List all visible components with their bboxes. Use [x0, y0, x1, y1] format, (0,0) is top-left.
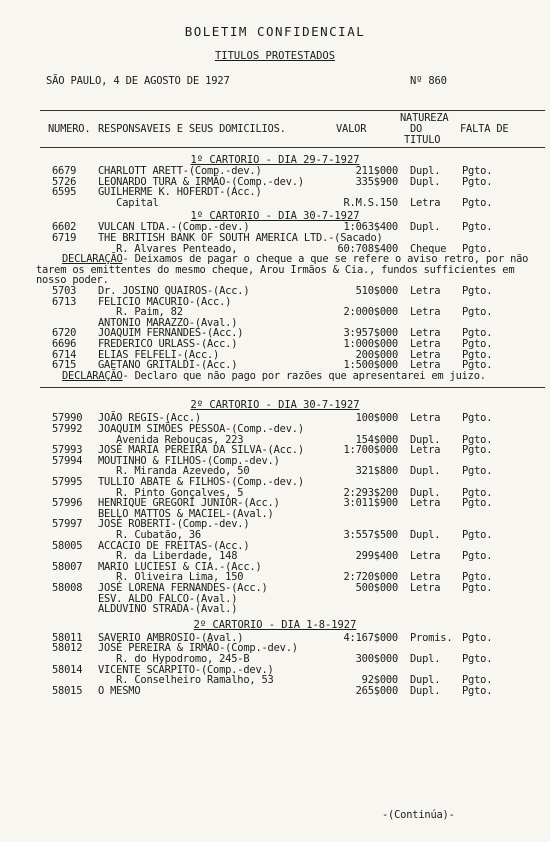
- row-responsible: JOSÉ ROBERTI-(Comp.-dev.): [98, 518, 250, 531]
- row-nature: Promis.: [410, 631, 453, 644]
- row-responsible: ANTONIO MARAZZO-(Aval.): [98, 316, 238, 329]
- row-responsible: MARIO LUCIESI & CIA.-(Acc.): [98, 560, 262, 573]
- row-responsible: GUILHERME K. HOFERDT-(Acc.): [98, 186, 262, 199]
- row-responsible: R. Miranda Azevedo, 50: [98, 465, 250, 478]
- row-falta: Pgto.: [462, 653, 493, 665]
- row-number: 6713: [52, 295, 77, 308]
- row-nature: Letra: [410, 550, 441, 563]
- row-value: 300$000: [355, 653, 398, 665]
- row-value: 1:700$000: [343, 444, 398, 457]
- row-number: 57997: [52, 518, 83, 531]
- bulletin-title: BOLETIM CONFIDENCIAL: [184, 24, 366, 39]
- row-falta: Pgto.: [462, 674, 493, 687]
- row-falta: Pgto.: [462, 175, 493, 188]
- row-number: 6602: [52, 221, 77, 234]
- row-value: 92$000: [361, 674, 398, 687]
- header-rule-bottom: [40, 147, 545, 148]
- row-responsible: JOÃO REGIS-(Acc.): [98, 412, 201, 425]
- row-responsible: R. do Hypodromo, 245-B: [98, 653, 250, 665]
- row-nature: Letra: [410, 412, 441, 425]
- row-number: 6696: [52, 338, 77, 350]
- row-number: 57994: [52, 454, 83, 467]
- row-number: 58014: [52, 663, 83, 676]
- row-nature: Dupl.: [410, 465, 441, 478]
- row-nature: Letra: [410, 582, 441, 594]
- row-responsible: R. da Liberdade, 148: [98, 550, 238, 563]
- col-falta: FALTA DE: [460, 123, 509, 135]
- row-nature: Letra: [410, 444, 441, 457]
- row-falta: Pgto.: [462, 550, 493, 563]
- row-nature: Letra: [410, 348, 441, 361]
- row-number: 6595: [52, 186, 77, 199]
- row-nature: Letra: [410, 306, 441, 319]
- col-valor: VALOR: [336, 123, 367, 135]
- row-number: 6714: [52, 348, 77, 361]
- row-value: 1:063$400: [343, 221, 398, 234]
- row-responsible: VULCAN LTDA.-(Comp.-dev.): [98, 221, 250, 234]
- row-falta: Pgto.: [462, 444, 493, 457]
- row-responsible: R. Oliveira Lima, 150: [98, 571, 244, 584]
- row-value: 3:957$000: [343, 327, 398, 340]
- section-heading: 2º CARTORIO - DIA 30-7-1927: [190, 399, 360, 412]
- row-falta: Pgto.: [462, 327, 493, 340]
- row-falta: Pgto.: [462, 306, 493, 319]
- row-nature: Cheque: [410, 242, 447, 255]
- row-nature: Dupl.: [410, 674, 441, 687]
- row-nature: Letra: [410, 327, 441, 340]
- row-falta: Pgto.: [462, 348, 493, 361]
- continua-note: -(Continúa)-: [382, 809, 455, 821]
- row-value: 1:000$000: [343, 338, 398, 350]
- row-value: 265$000: [355, 684, 398, 697]
- row-falta: Pgto.: [462, 486, 493, 499]
- row-responsible: ESV. ALDO FALCO-(Aval.): [98, 592, 238, 605]
- row-falta: Pgto.: [462, 338, 493, 350]
- section-heading: 2º CARTORIO - DIA 1-8-1927: [193, 618, 357, 631]
- row-responsible: O MESMO: [98, 684, 141, 697]
- row-responsible: JOSÉ PEREIRA & IRMÃO-(Comp.-dev.): [98, 642, 298, 655]
- row-value: 510$000: [355, 285, 398, 297]
- declaration-text: tarem os emittentes do mesmo cheque, Arou Irmãos & Cia., fundos sufficientes em: [36, 263, 515, 276]
- bulletin-number: Nº 860: [410, 75, 447, 87]
- row-responsible: Capital: [98, 196, 159, 209]
- declaration-text: - Deixamos de pagar o cheque a que se refere o aviso retro, por não: [122, 253, 529, 266]
- row-value: 60:708$400: [337, 242, 398, 255]
- row-falta: Pgto.: [462, 529, 493, 541]
- row-falta: Pgto.: [462, 242, 493, 255]
- place-date: SÃO PAULO, 4 DE AGOSTO DE 1927: [46, 75, 230, 87]
- row-value: 500$000: [355, 582, 398, 594]
- row-value: 211$000: [355, 165, 398, 177]
- row-responsible: MOUTINHO & FILHOS-(Comp.-dev.): [98, 454, 280, 467]
- row-nature: Dupl.: [410, 653, 441, 665]
- row-falta: Pgto.: [462, 359, 493, 372]
- row-number: 5703: [52, 285, 77, 297]
- row-nature: Dupl.: [410, 529, 441, 541]
- row-responsible: Avenida Rebouças, 223: [98, 433, 244, 446]
- declaration-text: nosso poder.: [36, 274, 109, 287]
- row-number: 57995: [52, 476, 83, 488]
- row-value: 200$000: [355, 348, 398, 361]
- row-number: 6720: [52, 327, 77, 340]
- row-number: 58007: [52, 560, 83, 573]
- row-nature: Letra: [410, 338, 441, 350]
- row-responsible: JOAQUIM SIMÕES PESSOA-(Comp.-dev.): [98, 423, 304, 435]
- row-number: 57992: [52, 423, 83, 435]
- row-value: 321$800: [355, 465, 398, 478]
- row-responsible: THE BRITISH BANK OF SOUTH AMERICA LTD.-(Sacado): [98, 232, 383, 244]
- row-value: 154$000: [355, 433, 398, 446]
- header-rule-top: [40, 110, 545, 111]
- row-number: 57993: [52, 444, 83, 457]
- bulletin-subtitle: TITULOS PROTESTADOS: [214, 50, 336, 62]
- row-value: R.M.S.150: [343, 196, 398, 209]
- row-nature: Dupl.: [410, 486, 441, 499]
- row-value: 100$000: [355, 412, 398, 425]
- row-responsible: JOSÉ LORENA FERNANDES-(Acc.): [98, 582, 268, 594]
- row-nature: Dupl.: [410, 165, 441, 177]
- col-natureza-1: NATUREZA: [400, 112, 449, 124]
- section-divider: [40, 387, 545, 388]
- row-number: 57990: [52, 412, 83, 425]
- row-nature: Letra: [410, 359, 441, 372]
- row-nature: Dupl.: [410, 433, 441, 446]
- row-value: 3:011$900: [343, 497, 398, 510]
- row-nature: Letra: [410, 196, 441, 209]
- row-nature: Letra: [410, 497, 441, 510]
- row-responsible: HENRIQUE GREGORI JUNIOR-(Acc.): [98, 497, 280, 510]
- row-value: 299$400: [355, 550, 398, 563]
- row-number: 6715: [52, 359, 77, 372]
- row-responsible: CHARLOTT ARETT-(Comp.-dev.): [98, 165, 262, 177]
- row-responsible: Dr. JOSINO QUAIROS-(Acc.): [98, 285, 250, 297]
- row-nature: Dupl.: [410, 684, 441, 697]
- row-falta: Pgto.: [462, 631, 493, 644]
- row-responsible: JOSÉ MARIA PEREIRA DA SILVA-(Acc.): [98, 444, 304, 457]
- row-number: 58012: [52, 642, 83, 655]
- row-falta: Pgto.: [462, 465, 493, 478]
- row-nature: Letra: [410, 571, 441, 584]
- col-numero: NUMERO.: [48, 123, 91, 135]
- row-value: 2:000$000: [343, 306, 398, 319]
- row-responsible: SAVERIO AMBROSIO-(Aval.): [98, 631, 244, 644]
- row-responsible: LEONARDO TURA & IRMÃO-(Comp.-dev.): [98, 175, 304, 188]
- row-number: 58008: [52, 582, 83, 594]
- row-responsible: TULLIO ABATE & FILHOS-(Comp.-dev.): [98, 476, 304, 488]
- row-number: 5726: [52, 175, 77, 188]
- declaration-label: DECLARAÇÃO: [62, 369, 123, 382]
- row-number: 57996: [52, 497, 83, 510]
- row-responsible: R. Conselheiro Ramalho, 53: [98, 674, 274, 687]
- col-natureza-2: DO: [410, 123, 423, 135]
- row-responsible: R. Paim, 82: [98, 306, 183, 319]
- row-responsible: VICENTE SCARPITO-(Comp.-dev.): [98, 663, 274, 676]
- row-value: 2:720$000: [343, 571, 398, 584]
- col-natureza-3: TITULO: [404, 134, 441, 146]
- row-responsible: ACCACIO DE FREITAS-(Acc.): [98, 539, 250, 552]
- row-responsible: ALDUVINO STRADA-(Aval.): [98, 603, 238, 616]
- row-responsible: BELLO MATTOS & MACIEL-(Aval.): [98, 507, 274, 520]
- row-number: 6719: [52, 232, 77, 244]
- row-falta: Pgto.: [462, 412, 493, 425]
- section-heading: 1º CARTORIO - DIA 29-7-1927: [190, 154, 360, 166]
- row-responsible: ELIAS FELFELI-(Acc.): [98, 348, 220, 361]
- col-responsaveis: RESPONSAVEIS E SEUS DOMICILIOS.: [98, 123, 286, 135]
- row-nature: Letra: [410, 285, 441, 297]
- row-responsible: JOAQUIM FERNANDES-(Acc.): [98, 327, 244, 340]
- row-falta: Pgto.: [462, 165, 493, 177]
- declaration-text: - Declaro que não pago por razões que apresentarei em juizo.: [122, 369, 486, 382]
- row-responsible: GAETANO GRITALDI-(Acc.): [98, 359, 238, 372]
- row-responsible: R. Cubatão, 36: [98, 529, 201, 541]
- row-falta: Pgto.: [462, 571, 493, 584]
- row-falta: Pgto.: [462, 285, 493, 297]
- row-nature: Dupl.: [410, 175, 441, 188]
- row-value: 3:557$500: [343, 529, 398, 541]
- row-falta: Pgto.: [462, 684, 493, 697]
- row-value: 2:293$200: [343, 486, 398, 499]
- row-nature: Dupl.: [410, 221, 441, 234]
- row-value: 1:500$000: [343, 359, 398, 372]
- row-falta: Pgto.: [462, 196, 493, 209]
- row-falta: Pgto.: [462, 582, 493, 594]
- row-falta: Pgto.: [462, 433, 493, 446]
- row-falta: Pgto.: [462, 497, 493, 510]
- row-number: 58015: [52, 684, 83, 697]
- row-number: 58005: [52, 539, 83, 552]
- declaration-label: DECLARAÇÃO: [62, 253, 123, 266]
- row-responsible: FELICIO MACURIO-(Acc.): [98, 295, 232, 308]
- row-value: 4:167$000: [343, 631, 398, 644]
- row-responsible: R. Pinto Gonçalves, 5: [98, 486, 244, 499]
- row-responsible: FREDERICO URLASS-(Acc.): [98, 338, 238, 350]
- section-heading: 1º CARTORIO - DIA 30-7-1927: [190, 210, 360, 223]
- row-number: 6679: [52, 165, 77, 177]
- row-falta: Pgto.: [462, 221, 493, 234]
- row-number: 58011: [52, 631, 83, 644]
- row-responsible: R. Alvares Penteado,: [98, 242, 238, 255]
- row-value: 335$900: [355, 175, 398, 188]
